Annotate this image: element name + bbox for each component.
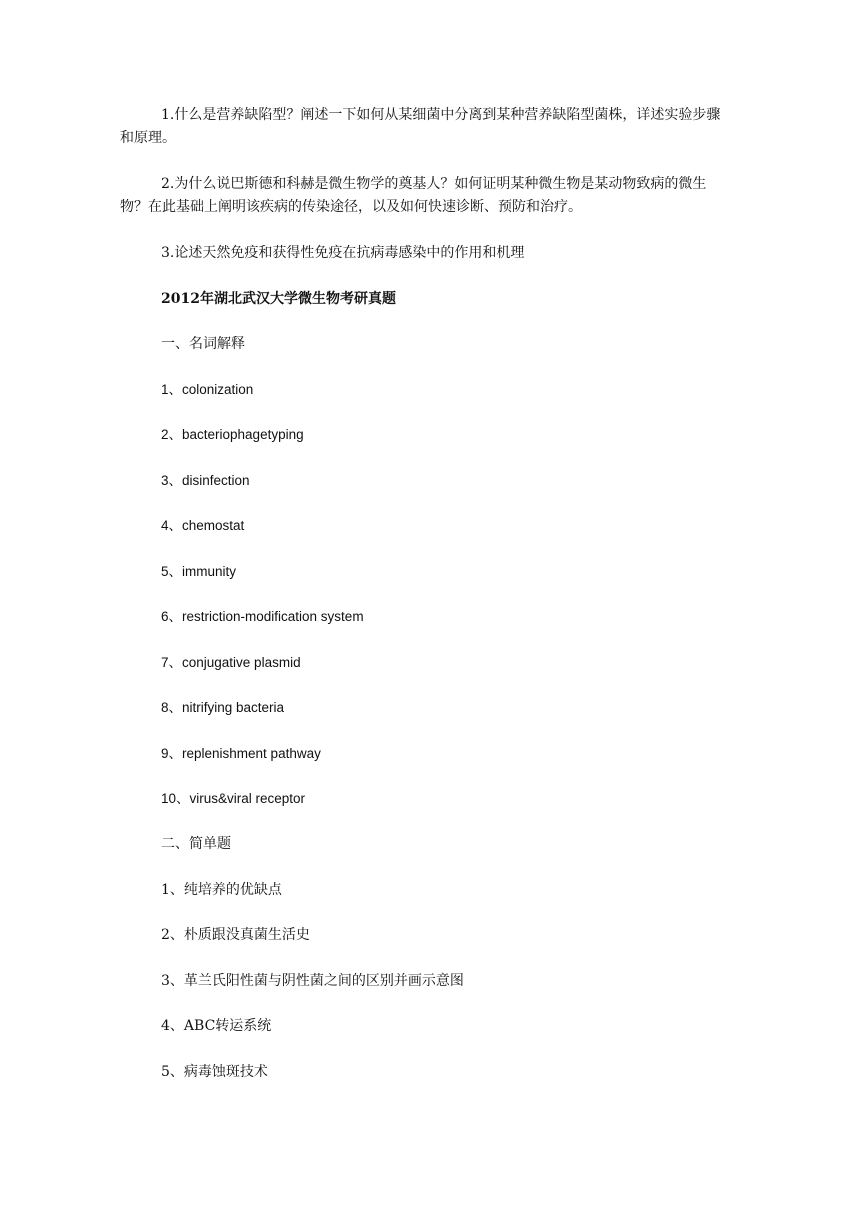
section-heading-definitions: 一、名词解释	[161, 336, 245, 352]
essay-question-2: 2.为什么说巴斯德和科赫是微生物学的奠基人？如何证明某种微生物是某动物致病的微生物？在此基础上阐明该疾病的传染途径，以及如何快速诊断、预防和治疗。	[120, 176, 707, 215]
definition-item: 7、conjugative plasmid	[161, 655, 301, 670]
short-answer-item: 2、朴质跟没真菌生活史	[161, 927, 310, 943]
definition-item: 1、colonization	[161, 382, 254, 397]
essay-question-3: 3.论述天然免疫和获得性免疫在抗病毒感染中的作用和机理	[161, 245, 525, 261]
exam-title: 2012年湖北武汉大学微生物考研真题	[161, 291, 396, 307]
definition-item: 6、restriction-modification system	[161, 609, 364, 624]
section-heading-short-answer: 二、简单题	[161, 836, 231, 852]
definition-item: 5、immunity	[161, 564, 237, 579]
definition-item: 9、replenishment pathway	[161, 746, 321, 761]
essay-question-1: 1.什么是营养缺陷型？阐述一下如何从某细菌中分离到某种营养缺陷型菌株，详述实验步骤和原理。	[120, 107, 721, 146]
short-answer-item: 1、纯培养的优缺点	[161, 882, 282, 898]
definition-item: 10、virus&viral receptor	[161, 791, 306, 806]
definition-item: 8、nitrifying bacteria	[161, 700, 285, 715]
short-answer-item: 5、病毒蚀斑技术	[161, 1064, 268, 1080]
definition-item: 4、chemostat	[161, 518, 245, 533]
definition-item: 3、disinfection	[161, 473, 250, 488]
short-answer-item: 3、革兰氏阳性菌与阴性菌之间的区别并画示意图	[161, 973, 464, 989]
short-answer-item: 4、ABC转运系统	[161, 1018, 272, 1034]
definition-item: 2、bacteriophagetyping	[161, 427, 304, 442]
